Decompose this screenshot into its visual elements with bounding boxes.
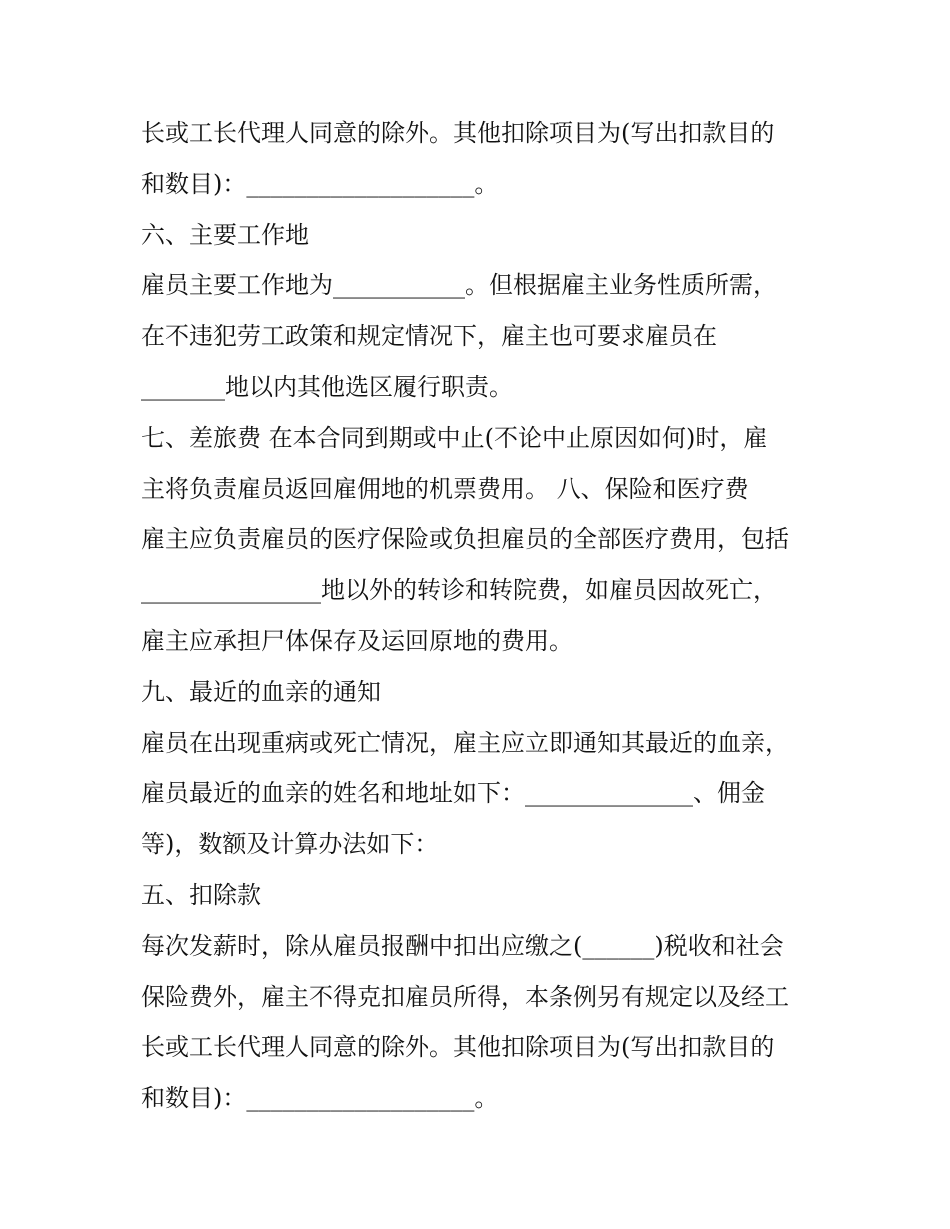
text-line: 和数目)：___________________。	[141, 169, 499, 198]
text-line: 保险费外，雇主不得克扣雇员所得，本条例另有规定以及经工	[141, 982, 789, 1011]
text-line: 雇员最近的血亲的姓名和地址如下：______________、佣金	[141, 779, 765, 808]
text-line: 在不违犯劳工政策和规定情况下，雇主也可要求雇员在	[141, 322, 717, 351]
text-line: 和数目)：___________________。	[141, 1084, 499, 1113]
text-line: 每次发薪时，除从雇员报酬中扣出应缴之(______)税收和社会	[141, 931, 784, 960]
text-line: 雇员在出现重病或死亡情况，雇主应立即通知其最近的血亲，	[141, 728, 789, 757]
text-line: _______地以内其他选区履行职责。	[141, 372, 513, 401]
section-heading: 五、扣除款	[141, 880, 261, 909]
text-line: 七、差旅费 在本合同到期或中止(不论中止原因如何)时，雇	[141, 423, 768, 452]
section-heading: 九、最近的血亲的通知	[141, 677, 381, 706]
text-line: 长或工长代理人同意的除外。其他扣除项目为(写出扣款目的	[141, 119, 775, 147]
text-line: 长或工长代理人同意的除外。其他扣除项目为(写出扣款目的	[141, 1033, 775, 1062]
text-line: 等)，数额及计算办法如下：	[141, 830, 439, 859]
text-line: 雇主应负责雇员的医疗保险或负担雇员的全部医疗费用，包括	[141, 525, 789, 554]
text-line: 主将负责雇员返回雇佣地的机票费用。 八、保险和医疗费	[141, 474, 749, 503]
text-line: 雇员主要工作地为___________。但根据雇主业务性质所需，	[141, 271, 777, 300]
section-heading: 六、主要工作地	[141, 220, 309, 249]
text-line: _______________地以外的转诊和转院费，如雇员因故死亡，	[141, 576, 777, 605]
document-body	[141, 108, 841, 1124]
text-line: 雇主应承担尸体保存及运回原地的费用。	[141, 626, 573, 655]
